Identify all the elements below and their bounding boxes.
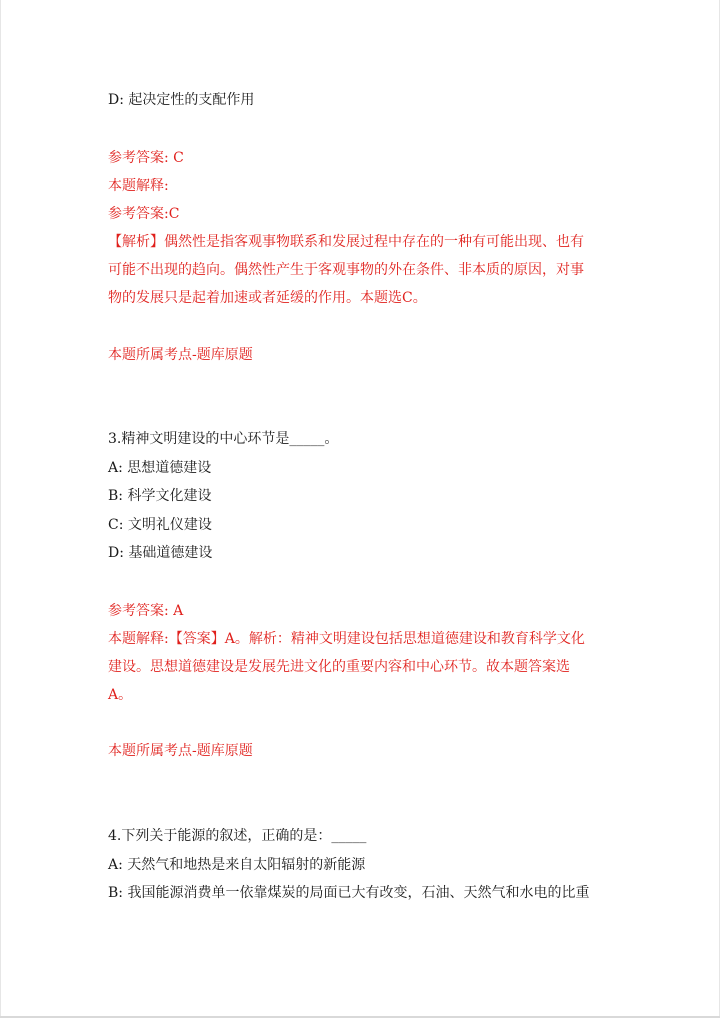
q2-analysis-line-2: 可能不出现的趋向。偶然性产生于客观事物的外在条件、非本质的原因，对事 (108, 262, 584, 278)
q3-question: 3.精神文明建设的中心环节是_____。 (108, 431, 339, 447)
q3-option-b: B: 科学文化建设 (108, 488, 212, 504)
q3-analysis-line-1: 本题解释:【答案】A。解析：精神文明建设包括思想道德建设和教育科学文化 (108, 631, 585, 647)
q2-answer-repeat: 参考答案:C (108, 206, 180, 222)
q3-option-d: D: 基础道德建设 (108, 545, 213, 561)
q2-answer: 参考答案: C (108, 150, 184, 166)
q4-question: 4.下列关于能源的叙述，正确的是：_____ (108, 828, 367, 844)
q2-analysis-line-1: 【解析】偶然性是指客观事物联系和发展过程中存在的一种有可能出现、也有 (108, 234, 584, 250)
q2-explanation-label: 本题解释: (108, 178, 169, 194)
q3-answer: 参考答案: A (108, 603, 184, 619)
q2-option-d: D: 起决定性的支配作用 (108, 92, 255, 108)
q3-analysis-line-2: 建设。思想道德建设是发展先进文化的重要内容和中心环节。故本题答案选 (108, 659, 570, 675)
q3-option-a: A: 思想道德建设 (108, 460, 212, 476)
q2-source: 本题所属考点-题库原题 (108, 347, 253, 363)
q3-option-c: C: 文明礼仪建设 (108, 517, 212, 533)
q3-analysis-line-3: A。 (108, 687, 133, 703)
q4-option-a: A: 天然气和地热是来自太阳辐射的新能源 (108, 857, 366, 873)
page-edge-left (0, 0, 1, 1018)
q2-analysis-line-3: 物的发展只是起着加速或者延缓的作用。本题选C。 (108, 290, 427, 306)
q4-option-b: B: 我国能源消费单一依靠煤炭的局面已大有改变，石油、天然气和水电的比重 (108, 885, 590, 901)
q3-source: 本题所属考点-题库原题 (108, 743, 253, 759)
